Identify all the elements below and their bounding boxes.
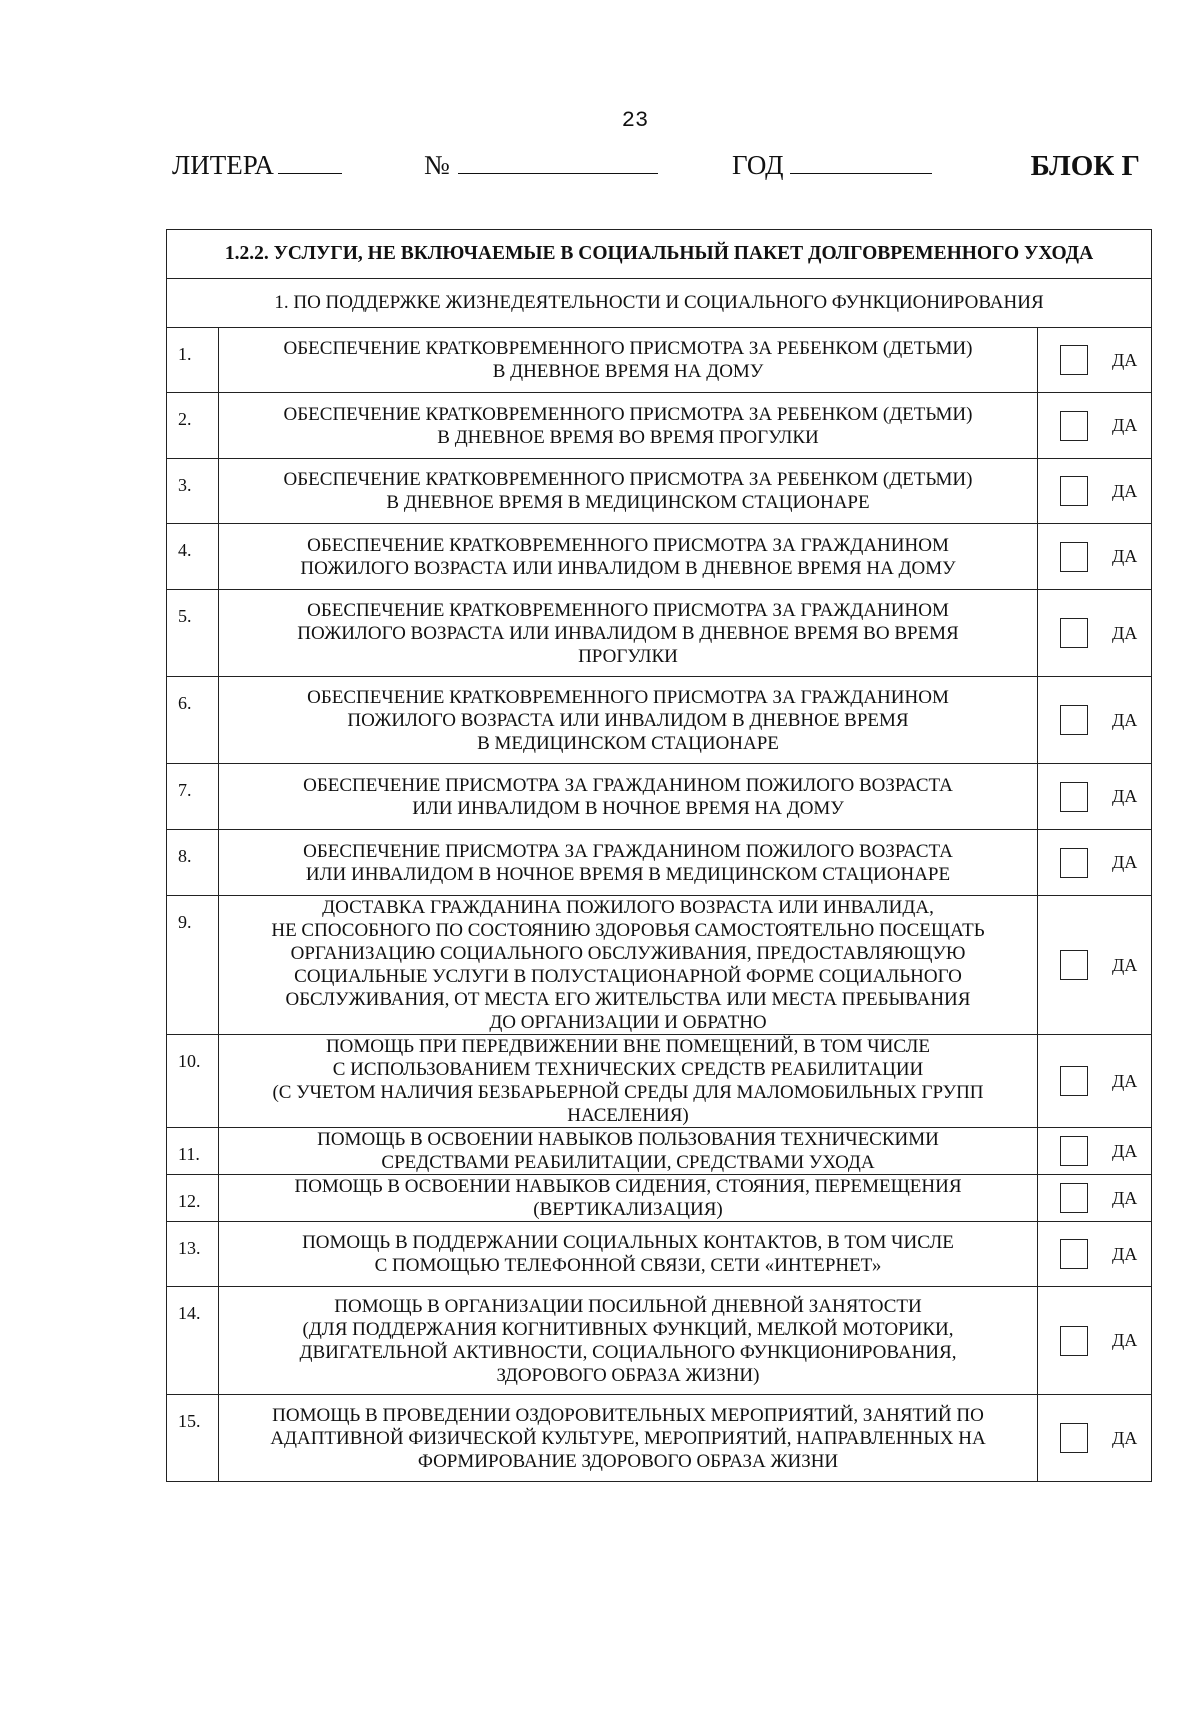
table-row (167, 590, 1152, 677)
yes-checkbox[interactable] (1060, 542, 1088, 572)
yes-option (1038, 782, 1151, 812)
number-field (424, 150, 658, 181)
yes-option (1038, 1066, 1151, 1096)
service-description-line: В ДНЕВНОЕ ВРЕМЯ В МЕДИЦИНСКОМ СТАЦИОНАРЕ (386, 492, 870, 513)
service-description-line: АДАПТИВНОЙ ФИЗИЧЕСКОЙ КУЛЬТУРЕ, МЕРОПРИЯТИЙ, НАПРАВЛЕННЫХ НА (270, 1427, 986, 1449)
row-number: 8. (167, 830, 219, 896)
yes-option (1038, 950, 1151, 980)
service-description-line: ОБЕСПЕЧЕНИЕ ПРИСМОТРА ЗА ГРАЖДАНИНОМ ПОЖИЛОГО ВОЗРАСТА (303, 774, 953, 796)
yes-checkbox[interactable] (1060, 345, 1088, 375)
row-number: 4. (167, 524, 219, 590)
yes-checkbox[interactable] (1060, 1239, 1088, 1269)
service-description-line: ОБЕСПЕЧЕНИЕ КРАТКОВРЕМЕННОГО ПРИСМОТРА ЗА ГРАЖДАНИНОМ (307, 534, 949, 556)
yes-option (1038, 542, 1151, 572)
yes-checkbox[interactable] (1060, 848, 1088, 878)
yes-checkbox[interactable] (1060, 476, 1088, 506)
service-description (219, 524, 1038, 590)
yes-label: ДА (1112, 1187, 1138, 1208)
yes-option (1038, 848, 1151, 878)
yes-label: ДА (1112, 1427, 1138, 1448)
service-description-line: С ИСПОЛЬЗОВАНИЕМ ТЕХНИЧЕСКИХ СРЕДСТВ РЕАБИЛИТАЦИИ (332, 1059, 924, 1080)
yes-option (1038, 411, 1151, 441)
service-description (219, 1175, 1038, 1222)
answer-cell (1038, 524, 1152, 590)
service-description-line: ИЛИ ИНВАЛИДОМ В НОЧНОЕ ВРЕМЯ НА ДОМУ (412, 797, 844, 819)
service-description-line: В МЕДИЦИНСКОМ СТАЦИОНАРЕ (477, 732, 779, 754)
yes-label: ДА (1112, 415, 1138, 435)
page-number: 23 (621, 108, 649, 133)
table-row (167, 1035, 1152, 1128)
answer-cell (1038, 677, 1152, 764)
table-row (167, 328, 1152, 393)
number-label: № (424, 150, 450, 180)
service-description-line: СРЕДСТВАМИ РЕАБИЛИТАЦИИ, СРЕДСТВАМИ УХОДА (381, 1152, 875, 1173)
yes-label: ДА (1112, 1070, 1138, 1091)
table-row (167, 459, 1152, 524)
service-description (219, 1222, 1038, 1287)
service-description-line: ИЛИ ИНВАЛИДОМ В НОЧНОЕ ВРЕМЯ В МЕДИЦИНСКОМ СТАЦИОНАРЕ (305, 863, 951, 885)
answer-cell (1038, 590, 1152, 677)
row-number: 5. (167, 590, 219, 677)
service-description-line: ФОРМИРОВАНИЕ ЗДОРОВОГО ОБРАЗА ЖИЗНИ (417, 1450, 839, 1472)
service-description-line: НЕ СПОСОБНОГО ПО СОСТОЯНИЮ ЗДОРОВЬЯ САМОСТОЯТЕЛЬНО ПОСЕЩАТЬ (271, 920, 985, 941)
service-description (219, 764, 1038, 830)
answer-cell (1038, 896, 1152, 1035)
row-number: 12. (167, 1175, 219, 1222)
yes-label: ДА (1112, 1243, 1138, 1264)
yes-option (1038, 1326, 1151, 1356)
yes-label: ДА (1112, 709, 1138, 730)
row-number: 7. (167, 764, 219, 830)
yes-label: ДА (1112, 1140, 1138, 1161)
yes-option (1038, 705, 1151, 735)
answer-cell (1038, 393, 1152, 459)
service-description-line: (С УЧЕТОМ НАЛИЧИЯ БЕЗБАРЬЕРНОЙ СРЕДЫ ДЛЯ МАЛОМОБИЛЬНЫХ ГРУПП (272, 1082, 984, 1103)
row-number: 14. (167, 1287, 219, 1395)
yes-label: ДА (1112, 1330, 1138, 1350)
year-blank[interactable] (790, 151, 932, 174)
yes-option (1038, 345, 1151, 375)
service-description-line: ОБЕСПЕЧЕНИЕ КРАТКОВРЕМЕННОГО ПРИСМОТРА ЗА ГРАЖДАНИНОМ (307, 599, 949, 621)
number-blank[interactable] (458, 151, 658, 174)
service-description-line: ПОМОЩЬ В ОРГАНИЗАЦИИ ПОСИЛЬНОЙ ДНЕВНОЙ ЗАНЯТОСТИ (334, 1295, 922, 1317)
litera-field (172, 150, 342, 181)
service-description-line: (ВЕРТИКАЛИЗАЦИЯ) (533, 1199, 723, 1220)
year-label: ГОД (732, 150, 784, 180)
table-row (167, 764, 1152, 830)
yes-checkbox[interactable] (1060, 1066, 1088, 1096)
answer-cell (1038, 328, 1152, 393)
service-description (219, 590, 1038, 677)
yes-label: ДА (1112, 349, 1138, 370)
service-description-line: НАСЕЛЕНИЯ) (567, 1105, 689, 1126)
service-description (219, 328, 1038, 393)
service-description (219, 896, 1038, 1035)
service-description (219, 393, 1038, 459)
table-row (167, 830, 1152, 896)
answer-cell (1038, 1287, 1152, 1395)
yes-checkbox[interactable] (1060, 950, 1088, 980)
row-number: 11. (167, 1128, 219, 1175)
service-description-line: ОБЕСПЕЧЕНИЕ ПРИСМОТРА ЗА ГРАЖДАНИНОМ ПОЖИЛОГО ВОЗРАСТА (303, 840, 953, 862)
service-description-line: ПРОГУЛКИ (578, 645, 678, 667)
service-description-line: ОБЕСПЕЧЕНИЕ КРАТКОВРЕМЕННОГО ПРИСМОТРА ЗА ГРАЖДАНИНОМ (307, 686, 949, 708)
yes-option (1038, 618, 1151, 648)
yes-label: ДА (1112, 852, 1138, 872)
yes-checkbox[interactable] (1060, 1326, 1088, 1356)
table-row (167, 393, 1152, 459)
yes-checkbox[interactable] (1060, 1183, 1088, 1213)
table-row (167, 1222, 1152, 1287)
answer-cell (1038, 1128, 1152, 1175)
answer-cell (1038, 459, 1152, 524)
service-description-line: ОБЕСПЕЧЕНИЕ КРАТКОВРЕМЕННОГО ПРИСМОТРА ЗА РЕБЕНКОМ (ДЕТЬМИ) (283, 469, 973, 490)
yes-checkbox[interactable] (1060, 705, 1088, 735)
service-description-line: ОБЕСПЕЧЕНИЕ КРАТКОВРЕМЕННОГО ПРИСМОТРА ЗА РЕБЕНКОМ (ДЕТЬМИ) (283, 338, 973, 359)
yes-option (1038, 476, 1151, 506)
row-number: 9. (167, 896, 219, 1035)
yes-label: ДА (1112, 546, 1138, 566)
service-description-line: СОЦИАЛЬНЫЕ УСЛУГИ В ПОЛУСТАЦИОНАРНОЙ ФОРМЕ СОЦИАЛЬНОГО (294, 966, 962, 987)
service-description-line: В ДНЕВНОЕ ВРЕМЯ НА ДОМУ (492, 361, 764, 382)
yes-checkbox[interactable] (1060, 1136, 1088, 1166)
row-number: 1. (167, 328, 219, 393)
services-table (166, 229, 1152, 1482)
service-description (219, 1035, 1038, 1128)
row-number: 3. (167, 459, 219, 524)
service-description-line: ПОМОЩЬ В ОСВОЕНИИ НАВЫКОВ ПОЛЬЗОВАНИЯ ТЕХНИЧЕСКИМИ (317, 1129, 939, 1150)
block-label: БЛОК Г (1030, 150, 1140, 182)
service-description (219, 1128, 1038, 1175)
service-description (219, 830, 1038, 896)
service-description (219, 1287, 1038, 1395)
answer-cell (1038, 1395, 1152, 1482)
table-row (167, 896, 1152, 1035)
table-row (167, 1175, 1152, 1222)
yes-checkbox[interactable] (1060, 411, 1088, 441)
table-row (167, 1287, 1152, 1395)
subsection-title-row (167, 279, 1152, 328)
row-number: 10. (167, 1035, 219, 1128)
answer-cell (1038, 1175, 1152, 1222)
yes-option (1038, 1183, 1151, 1213)
row-number: 13. (167, 1222, 219, 1287)
subsection-title: 1. ПО ПОДДЕРЖКЕ ЖИЗНЕДЕЯТЕЛЬНОСТИ И СОЦИАЛЬНОГО ФУНКЦИОНИРОВАНИЯ (167, 279, 1152, 328)
yes-label: ДА (1112, 954, 1138, 975)
service-description-line: ОБСЛУЖИВАНИЯ, ОТ МЕСТА ЕГО ЖИТЕЛЬСТВА ИЛИ МЕСТА ПРЕБЫВАНИЯ (285, 989, 971, 1010)
service-description-line: С ПОМОЩЬЮ ТЕЛЕФОННОЙ СВЯЗИ, СЕТИ «ИНТЕРНЕТ» (374, 1255, 882, 1276)
service-description (219, 1395, 1038, 1482)
answer-cell (1038, 830, 1152, 896)
section-title-row (167, 230, 1152, 279)
answer-cell (1038, 1035, 1152, 1128)
answer-cell (1038, 1222, 1152, 1287)
section-title: 1.2.2. УСЛУГИ, НЕ ВКЛЮЧАЕМЫЕ В СОЦИАЛЬНЫЙ ПАКЕТ ДОЛГОВРЕМЕННОГО УХОДА (167, 230, 1152, 279)
yes-checkbox[interactable] (1060, 618, 1088, 648)
table-row (167, 1395, 1152, 1482)
service-description (219, 459, 1038, 524)
service-description-line: ЗДОРОВОГО ОБРАЗА ЖИЗНИ) (496, 1364, 760, 1386)
yes-label: ДА (1112, 786, 1138, 806)
service-description-line: (ДЛЯ ПОДДЕРЖАНИЯ КОГНИТИВНЫХ ФУНКЦИЙ, МЕЛКОЙ МОТОРИКИ, (302, 1318, 954, 1340)
litera-blank[interactable] (278, 151, 342, 174)
form-header (172, 150, 1150, 190)
service-description-line: ПОМОЩЬ В ОСВОЕНИИ НАВЫКОВ СИДЕНИЯ, СТОЯНИЯ, ПЕРЕМЕЩЕНИЯ (294, 1176, 962, 1197)
yes-option (1038, 1136, 1151, 1166)
year-field (732, 150, 932, 181)
yes-label: ДА (1112, 622, 1138, 643)
yes-checkbox[interactable] (1060, 782, 1088, 812)
answer-cell (1038, 764, 1152, 830)
service-description-line: ПОЖИЛОГО ВОЗРАСТА ИЛИ ИНВАЛИДОМ В ДНЕВНОЕ ВРЕМЯ (347, 709, 909, 731)
service-description-line: ПОМОЩЬ В ПРОВЕДЕНИИ ОЗДОРОВИТЕЛЬНЫХ МЕРОПРИЯТИЙ, ЗАНЯТИЙ ПО (272, 1404, 984, 1426)
table-row (167, 677, 1152, 764)
row-number: 15. (167, 1395, 219, 1482)
yes-option (1038, 1423, 1151, 1453)
service-description (219, 677, 1038, 764)
yes-option (1038, 1239, 1151, 1269)
service-description-line: В ДНЕВНОЕ ВРЕМЯ ВО ВРЕМЯ ПРОГУЛКИ (437, 426, 819, 448)
service-description-line: ПОЖИЛОГО ВОЗРАСТА ИЛИ ИНВАЛИДОМ В ДНЕВНОЕ ВРЕМЯ ВО ВРЕМЯ (297, 622, 959, 644)
table-row (167, 1128, 1152, 1175)
service-description-line: ПОМОЩЬ В ПОДДЕРЖАНИИ СОЦИАЛЬНЫХ КОНТАКТОВ, В ТОМ ЧИСЛЕ (302, 1232, 954, 1253)
table-row (167, 524, 1152, 590)
service-description-line: ДОСТАВКА ГРАЖДАНИНА ПОЖИЛОГО ВОЗРАСТА ИЛИ ИНВАЛИДА, (322, 897, 934, 918)
service-description-line: ОРГАНИЗАЦИЮ СОЦИАЛЬНОГО ОБСЛУЖИВАНИЯ, ПРЕДОСТАВЛЯЮЩУЮ (290, 943, 966, 964)
service-description-line: ПОЖИЛОГО ВОЗРАСТА ИЛИ ИНВАЛИДОМ В ДНЕВНОЕ ВРЕМЯ НА ДОМУ (300, 557, 956, 579)
row-number: 2. (167, 393, 219, 459)
service-description-line: ДВИГАТЕЛЬНОЙ АКТИВНОСТИ, СОЦИАЛЬНОГО ФУНКЦИОНИРОВАНИЯ, (299, 1341, 957, 1363)
yes-label: ДА (1112, 480, 1138, 501)
service-description-line: ПОМОЩЬ ПРИ ПЕРЕДВИЖЕНИИ ВНЕ ПОМЕЩЕНИЙ, В ТОМ ЧИСЛЕ (325, 1036, 931, 1057)
litera-label: ЛИТЕРА (172, 150, 274, 180)
service-description-line: ДО ОРГАНИЗАЦИИ И ОБРАТНО (489, 1012, 767, 1033)
yes-checkbox[interactable] (1060, 1423, 1088, 1453)
service-description-line: ОБЕСПЕЧЕНИЕ КРАТКОВРЕМЕННОГО ПРИСМОТРА ЗА РЕБЕНКОМ (ДЕТЬМИ) (283, 403, 973, 425)
row-number: 6. (167, 677, 219, 764)
